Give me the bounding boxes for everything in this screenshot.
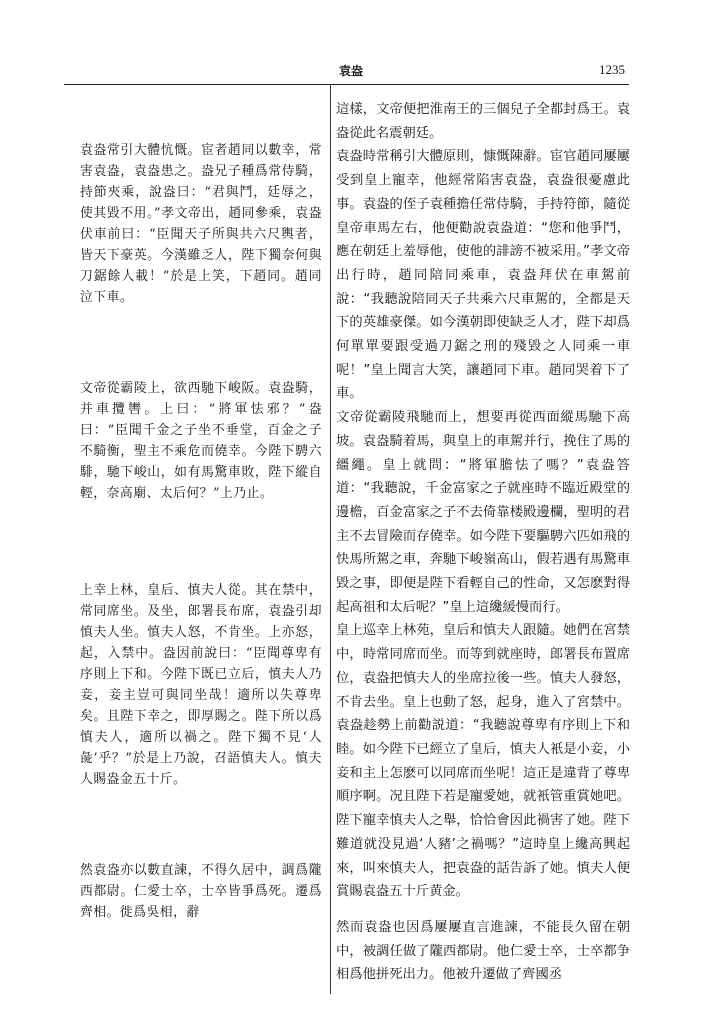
translation-paragraph: 袁盎時常稱引大體原則，慷慨陳辭。宦官趙同屢屢受到皇上寵幸，他經常陷害袁盎，袁盎很憂慮此事。袁盎的侄子袁種擔任常侍騎，手持符節，隨從皇帝車馬左右，他便勸說袁盎道：“您和他爭鬥，應在朝廷上羞辱他，使他的誹謗不被采用。”孝文帝出行時，趙同陪同乘車，袁盎拜伏在車駕前說：“我聽說陪同天子共乘六尺車駕的，全都是天下的英雄豪傑。如今漢朝即使缺乏人才，陛下却爲何單單要跟受過刀鋸之刑的殘毀之人同乘一車呢！”皇上聞言大笑，讓趙同下車。趙同哭着下了車。: [336, 149, 630, 402]
translation-column: [336, 98, 630, 987]
translation-paragraph: 然而袁盎也因爲屢屢直言進諫，不能長久留在朝中，被調任做了隴西都尉。他仁愛士卒，士卒都争相爲他拼死出力。他被升遷做了齊國丞: [336, 919, 630, 983]
classical-paragraph: 上幸上林，皇后、慎夫人從。其在禁中，常同席坐。及坐，郎署長布席，袁盎引却慎夫人坐。慎夫人怒，不肯坐。上亦怒，起，入禁中。盎因前說曰：“臣聞尊卑有序則上下和。今陛下既已立后，慎夫人乃妾，妾主豈可與同坐哉！適所以失尊卑矣。且陛下幸之，即厚賜之。陛下所以爲慎夫人，適所以禍之。陛下獨不見‘人彘’乎？”於是上乃說，召語慎夫人。慎夫人賜盎金五十斤。: [80, 583, 322, 787]
column-divider: [330, 84, 331, 994]
page-header-title: 袁盎: [339, 64, 364, 78]
translation-paragraph: 皇上巡幸上林苑，皇后和慎夫人跟隨。她們在宮禁中，時常同席而坐。而等到就座時，郎署長布置席位，袁盎把慎夫人的坐席拉後一些。慎夫人發怒，不肯去坐。皇上也動了怒，起身，進入了宮禁中。袁盎趁勢上前勸説道：“我聽說尊卑有序則上下和睦。如今陛下已經立了皇后，慎夫人衹是小妾，小妾和主上怎麽可以同席而坐呢！這正是違背了尊卑順序啊。况且陛下若是寵愛她，就衹管重賞她吧。陛下寵幸慎夫人之舉，恰恰會因此禍害了她。陛下難道就没見過‘人豬’之禍嗎？”這時皇上纔高興起來，叫來慎夫人，把袁盎的話告訴了她。慎夫人便賞賜袁盎五十斤黄金。: [336, 623, 630, 900]
classical-paragraph: 文帝從霸陵上，欲西馳下峻阪。袁盎騎，并車攬轡。上曰：“將軍怯邪？”盎曰：“臣聞千金之子坐不垂堂，百金之子不騎衡，聖主不乘危而僥幸。今陛下騁六騑，馳下峻山，如有馬驚車敗，陛下縱自輕，奈高廟、太后何？”上乃止。: [80, 381, 322, 501]
translation-paragraph: 文帝從霸陵飛馳而上，想要再從西面縱馬馳下高坡。袁盎騎着馬，與皇上的車駕并行，挽住了馬的繮繩。皇上就問：“將軍膽怯了嗎？”袁盎答道：“我聽說，千金富家之子就座時不臨近殿堂的邊檐，百金富家之子不去倚靠楼殿邊欄，聖明的君主不去冒險而存僥幸。如今陛下要驅騁六匹如飛的快馬所駕之車，奔馳下峻嶺高山，假若遇有馬驚車毀之事，即便是陛下看輕自己的性命，又怎麽對得起高祖和太后呢？”皇上這纔緩慢而行。: [336, 410, 630, 615]
classical-paragraph: 然袁盎亦以數直諫，不得久居中，調爲隴西都尉。仁愛士卒，士卒皆爭爲死。遷爲齊相。徙爲吳相，辭: [80, 863, 322, 920]
page-number: 1235: [599, 62, 625, 77]
header-rule: [64, 84, 629, 85]
classical-paragraph: 袁盎常引大體忼慨。宦者趙同以數幸，常害袁盎，袁盎患之。盎兄子種爲常侍騎，持節夾乘，說盎曰：“君與鬥，廷辱之，使其毀不用。”孝文帝出，趙同參乘，袁盎伏車前曰：“臣聞天子所與共六尺輿者，皆天下豪英。今漢雖乏人，陛下獨奈何與刀鋸餘人載！”於是上笑，下趙同。趙同泣下車。: [80, 143, 322, 305]
translation-paragraph: 這樣，文帝便把淮南王的三個兒子全都封爲王。袁盎從此名震朝廷。: [336, 102, 630, 141]
